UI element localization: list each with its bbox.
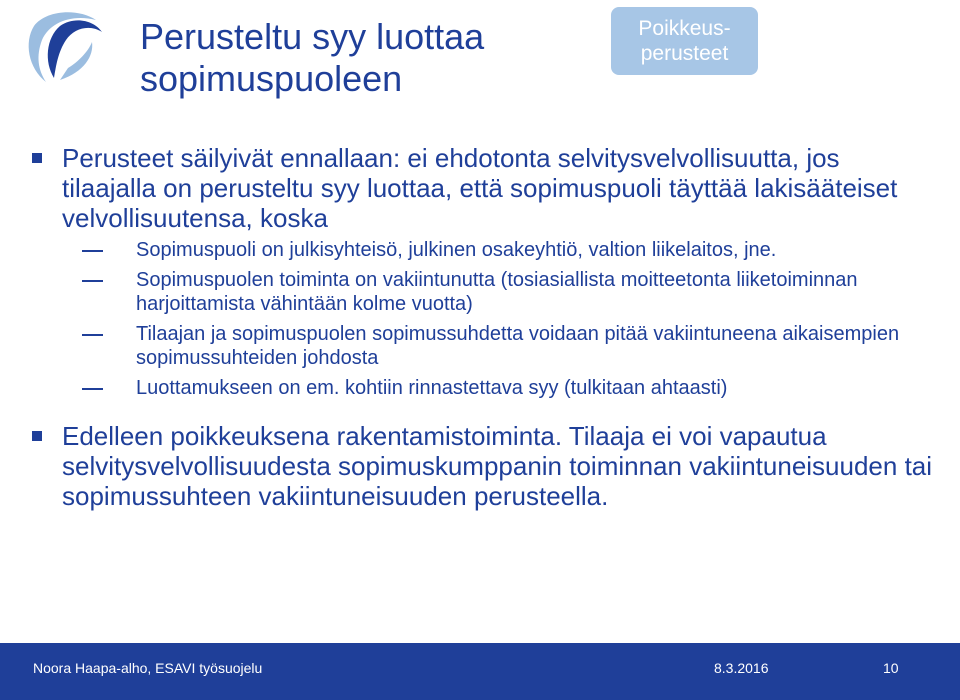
section-badge [611,7,758,75]
bullet-item-2 [30,421,940,511]
slide-title-line-2: sopimuspuoleen [140,58,403,99]
footer-author: Noora Haapa-alho, ESAVI työsuojelu [33,660,263,676]
section-badge-line-1: Poikkeus- [638,17,731,40]
bullet-item-1 [30,143,940,233]
dash-bullet-icon [82,280,103,282]
sub-bullet-text: Sopimuspuolen toiminta on vakiintunutta (tosiasiallista moitteetonta liiketoiminnan harjoittamista vähintään kolme vuotta) [136,269,858,315]
sub-bullet-list [30,238,940,400]
section-badge-line-2: perusteet [640,42,729,65]
sub-bullet-item [30,268,940,316]
bullet-text: Edelleen poikkeuksena rakentamistoiminta. Tilaaja ei voi vapautua selvitysvelvollisuudesta sopimuskumppanin toiminnan vakiintuneisuuden tai sopimussuhteen vakiintuneisuuden perusteella. [62,421,933,511]
sub-bullet-item [30,322,940,370]
dash-bullet-icon [82,250,103,252]
square-bullet-icon [32,431,42,441]
dash-bullet-icon [82,334,103,336]
sub-bullet-text: Luottamukseen on em. kohtiin rinnastettava syy (tulkitaan ahtaasti) [136,377,728,399]
sub-bullet-text: Sopimuspuoli on julkisyhteisö, julkinen osakeyhtiö, valtion liikelaitos, jne. [136,239,777,261]
page-number: 10 [883,660,899,676]
slide-title-line-1: Perusteltu syy luottaa [140,16,485,57]
bullet-text: Perusteet säilyivät ennallaan: ei ehdotonta selvitysvelvollisuutta, jos tilaajalla on perusteltu syy luottaa, että sopimuspuoli täyttää lakisääteiset velvollisuutensa, koska [62,143,898,233]
bullet-list [30,143,940,511]
avi-logo-icon [20,8,110,86]
slide-title [140,16,600,100]
dash-bullet-icon [82,388,103,390]
square-bullet-icon [32,153,42,163]
footer-bar [0,643,960,700]
sub-bullet-item [30,376,940,400]
sub-bullet-item [30,238,940,262]
footer-date: 8.3.2016 [714,660,769,676]
sub-bullet-text: Tilaajan ja sopimuspuolen sopimussuhdetta voidaan pitää vakiintuneena aikaisempien sopimussuhteiden johdosta [136,323,900,369]
